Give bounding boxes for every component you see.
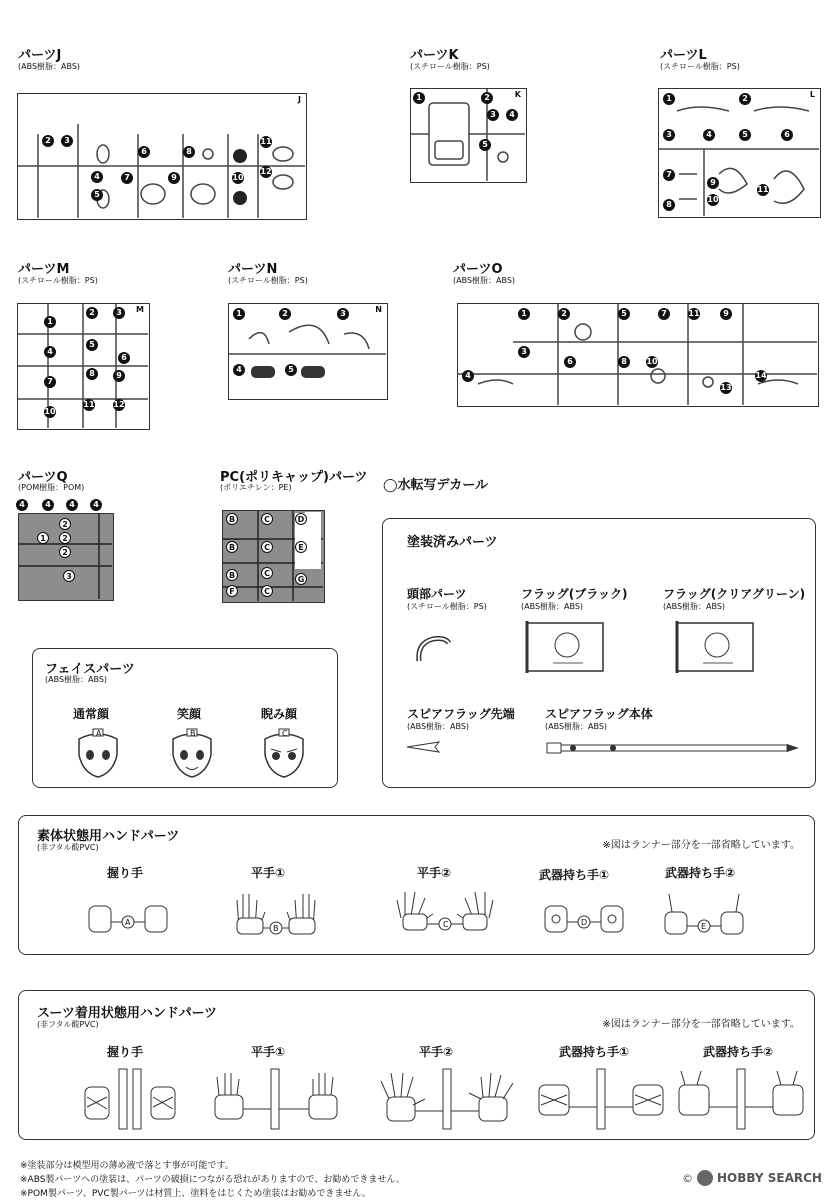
pc-letter: C bbox=[261, 513, 273, 525]
part-number: 11 bbox=[260, 137, 272, 146]
hands-body-note: ※図はランナー部分を一部省略しています。 bbox=[602, 840, 800, 851]
part-number: 6 bbox=[564, 356, 576, 368]
decal-label: ◯水転写デカール bbox=[383, 478, 489, 493]
part-number: 10 bbox=[646, 357, 658, 366]
hands-body-box bbox=[18, 815, 815, 955]
part-number: 2 bbox=[739, 93, 751, 105]
runner-j bbox=[17, 93, 307, 220]
part-number: 2 bbox=[86, 307, 98, 319]
part-number: 4 bbox=[462, 370, 474, 382]
part-number: 14 bbox=[755, 371, 767, 380]
part-number: 4 bbox=[90, 499, 102, 511]
part-number: 5 bbox=[86, 339, 98, 351]
face-material: (ABS樹脂：ABS) bbox=[45, 675, 108, 684]
runner-l-material: (スチロール樹脂：PS) bbox=[660, 62, 740, 71]
runner-q bbox=[18, 513, 114, 601]
painted-parts-box bbox=[382, 518, 816, 788]
runner-l-title: パーツL bbox=[660, 48, 707, 63]
part-number: 7 bbox=[44, 376, 56, 388]
part-number: 5 bbox=[91, 189, 103, 201]
pc-letter: C bbox=[261, 585, 273, 597]
part-number: 5 bbox=[285, 364, 297, 376]
flag-green-icon bbox=[673, 619, 757, 675]
runner-q-title: パーツQ bbox=[18, 470, 68, 485]
runner-pc-material: (ポリエチレン：PE) bbox=[220, 483, 292, 492]
part-number: 2 bbox=[42, 135, 54, 147]
face-parts-box bbox=[32, 648, 338, 788]
spear-body-icon bbox=[543, 741, 803, 755]
part-number: 3 bbox=[61, 135, 73, 147]
part-number: 8 bbox=[618, 356, 630, 368]
part-number: 4 bbox=[91, 171, 103, 183]
part-number: 5 bbox=[479, 139, 491, 151]
part-number: 2 bbox=[558, 308, 570, 320]
runner-k-material: (スチロール樹脂：PS) bbox=[410, 62, 490, 71]
part-number: 4 bbox=[233, 364, 245, 376]
hobby-search-logo-icon bbox=[697, 1170, 713, 1186]
runner-pc-title: PC(ポリキャップ)パーツ bbox=[220, 470, 368, 485]
runner-n-tag: N bbox=[375, 305, 382, 314]
runner-m-sprues bbox=[18, 304, 148, 428]
head-part-icon bbox=[413, 631, 453, 667]
runner-l bbox=[658, 88, 821, 218]
runner-l-sprues bbox=[659, 89, 819, 216]
part-number: 9 bbox=[720, 308, 732, 320]
part-number: 3 bbox=[337, 308, 349, 320]
part-number: 3 bbox=[518, 346, 530, 358]
part-number: 1 bbox=[413, 92, 425, 104]
part-number: 3 bbox=[487, 109, 499, 121]
runner-j-title: パーツJ bbox=[18, 48, 62, 63]
suit-weapon-1-icon bbox=[531, 1065, 671, 1135]
part-number: 1 bbox=[44, 316, 56, 328]
part-number: 1 bbox=[663, 93, 675, 105]
face-letter: B bbox=[190, 729, 196, 738]
part-number: 12 bbox=[260, 167, 272, 176]
open-hands-2-icon bbox=[395, 888, 495, 940]
pc-letter: D bbox=[295, 513, 307, 525]
runner-k bbox=[410, 88, 527, 183]
painted-item-material: (ABS樹脂：ABS) bbox=[663, 602, 726, 611]
pc-letter: F bbox=[226, 585, 238, 597]
part-number: 3 bbox=[663, 129, 675, 141]
part-number: 2 bbox=[481, 92, 493, 104]
part-number: 11 bbox=[83, 400, 95, 409]
runner-pc bbox=[222, 510, 325, 603]
runner-pc-sprues bbox=[223, 511, 323, 601]
footnote: ※POM製パーツ、PVC製パーツは材質上、塗料をはじくため塗装はお勧めできません。 bbox=[20, 1189, 371, 1199]
painted-item-name: スピアフラッグ本体 bbox=[545, 707, 653, 721]
hands-suit-note: ※図はランナー部分を一部省略しています。 bbox=[602, 1019, 800, 1030]
hand-item-name: 武器持ち手② bbox=[703, 1045, 774, 1059]
part-number: 5 bbox=[739, 129, 751, 141]
hand-letter: D bbox=[581, 918, 588, 927]
pc-letter: B bbox=[226, 569, 238, 581]
runner-j-tag: J bbox=[298, 95, 301, 104]
part-number: 4 bbox=[44, 346, 56, 358]
painted-item-name: フラッグ(ブラック) bbox=[521, 587, 628, 601]
hand-item-name: 武器持ち手② bbox=[665, 866, 736, 880]
hands-body-title: 素体状態用ハンドパーツ bbox=[37, 829, 180, 844]
runner-q-material: (POM樹脂：POM) bbox=[18, 483, 85, 492]
part-number: 8 bbox=[86, 368, 98, 380]
part-number: 6 bbox=[118, 352, 130, 364]
part-number: 4 bbox=[66, 499, 78, 511]
painted-item-material: (ABS樹脂：ABS) bbox=[521, 602, 584, 611]
runner-k-title: パーツK bbox=[410, 48, 459, 63]
part-number: 6 bbox=[138, 146, 150, 158]
part-number: 4 bbox=[16, 499, 28, 511]
hand-item-name: 握り手 bbox=[107, 866, 144, 880]
part-number: 7 bbox=[121, 172, 133, 184]
runner-n-title: パーツN bbox=[228, 262, 278, 277]
suit-fist-icon bbox=[81, 1065, 181, 1135]
footnote: ※ABS製パーツへの塗装は、パーツの破損につながる恐れがありますので、お勧めできません。 bbox=[20, 1175, 405, 1185]
runner-j-material: (ABS樹脂：ABS) bbox=[18, 62, 81, 71]
hand-item-name: 武器持ち手① bbox=[539, 868, 610, 882]
part-number: 6 bbox=[781, 129, 793, 141]
part-number: 7 bbox=[658, 308, 670, 320]
runner-n-material: (スチロール樹脂：PS) bbox=[228, 276, 308, 285]
hand-item-name: 武器持ち手① bbox=[559, 1045, 630, 1059]
painted-item-material: (スチロール樹脂：PS) bbox=[407, 602, 487, 611]
hand-letter: B bbox=[273, 924, 279, 933]
runner-m-material: (スチロール樹脂：PS) bbox=[18, 276, 98, 285]
painted-item-material: (ABS樹脂：ABS) bbox=[407, 722, 470, 731]
face-item-name: 睨み顔 bbox=[261, 707, 298, 721]
hands-suit-title: スーツ着用状態用ハンドパーツ bbox=[37, 1006, 218, 1021]
weapon-hands-2-icon bbox=[659, 888, 749, 940]
suit-weapon-2-icon bbox=[671, 1065, 811, 1135]
hand-item-name: 握り手 bbox=[107, 1045, 144, 1059]
runner-n-sprues bbox=[229, 304, 386, 398]
pc-letter: G bbox=[295, 573, 307, 585]
pc-letter: C bbox=[261, 541, 273, 553]
hands-suit-material: (非フタル酸PVC) bbox=[37, 1020, 99, 1029]
painted-item-material: (ABS樹脂：ABS) bbox=[545, 722, 608, 731]
runner-m-tag: M bbox=[136, 305, 144, 314]
hand-item-name: 平手② bbox=[419, 1045, 454, 1059]
part-number: 8 bbox=[663, 199, 675, 211]
face-title: フェイスパーツ bbox=[45, 662, 135, 677]
part-number: 4 bbox=[42, 499, 54, 511]
runner-k-tag: K bbox=[514, 90, 521, 99]
pc-letter: E bbox=[295, 541, 307, 553]
face-item-name: 笑顔 bbox=[177, 707, 202, 721]
part-number: 10 bbox=[44, 407, 56, 416]
part-number: 10 bbox=[707, 195, 719, 204]
part-number: 9 bbox=[113, 370, 125, 382]
part-number: 4 bbox=[703, 129, 715, 141]
watermark bbox=[682, 1170, 822, 1186]
runner-m-title: パーツM bbox=[18, 262, 70, 277]
part-number: 10 bbox=[232, 173, 244, 182]
face-letter: C bbox=[282, 729, 288, 738]
runner-o-sprues bbox=[458, 304, 817, 405]
part-number: 2 bbox=[59, 518, 71, 530]
suit-open-2-icon bbox=[377, 1065, 517, 1135]
hand-item-name: 平手① bbox=[251, 1045, 286, 1059]
hand-letter: A bbox=[125, 918, 131, 927]
part-number: 11 bbox=[688, 309, 700, 318]
footnote: ※塗装部分は模型用の薄め液で落とす事が可能です。 bbox=[20, 1161, 234, 1171]
runner-j-sprues bbox=[18, 94, 305, 218]
part-number: 9 bbox=[707, 177, 719, 189]
runner-q-top-strip bbox=[16, 498, 114, 512]
part-number: 1 bbox=[37, 532, 49, 544]
painted-item-name: フラッグ(クリアグリーン) bbox=[663, 587, 806, 601]
painted-item-name: スピアフラッグ先端 bbox=[407, 707, 515, 721]
runner-o-material: (ABS樹脂：ABS) bbox=[453, 276, 516, 285]
part-number: 2 bbox=[279, 308, 291, 320]
painted-title: 塗装済みパーツ bbox=[407, 535, 498, 550]
runner-k-sprues bbox=[411, 89, 525, 181]
part-number: 12 bbox=[113, 400, 125, 409]
face-letter: A bbox=[96, 729, 102, 738]
part-number: 8 bbox=[183, 146, 195, 158]
part-number: 9 bbox=[168, 172, 180, 184]
hands-body-material: (非フタル酸PVC) bbox=[37, 843, 99, 852]
watermark-text: HOBBY SEARCH bbox=[717, 1171, 822, 1185]
runner-n bbox=[228, 303, 388, 400]
hand-item-name: 平手② bbox=[417, 866, 452, 880]
hand-letter: C bbox=[443, 920, 449, 929]
part-number: 11 bbox=[757, 185, 769, 194]
part-number: 3 bbox=[113, 307, 125, 319]
painted-item-name: 頭部パーツ bbox=[407, 587, 467, 601]
part-number: 2 bbox=[59, 546, 71, 558]
part-number: 13 bbox=[720, 383, 732, 392]
part-number: 5 bbox=[618, 308, 630, 320]
part-number: 4 bbox=[506, 109, 518, 121]
runner-o bbox=[457, 303, 819, 407]
copyright-symbol: © bbox=[682, 1171, 693, 1185]
part-number: 1 bbox=[233, 308, 245, 320]
part-number: 3 bbox=[63, 570, 75, 582]
part-number: 7 bbox=[663, 169, 675, 181]
hand-letter: E bbox=[701, 922, 707, 931]
pc-letter: C bbox=[261, 567, 273, 579]
part-number: 1 bbox=[518, 308, 530, 320]
face-item-name: 通常顔 bbox=[73, 707, 110, 721]
runner-o-title: パーツO bbox=[453, 262, 503, 277]
part-number: 2 bbox=[59, 532, 71, 544]
flag-black-icon bbox=[523, 619, 607, 675]
runner-l-tag: L bbox=[809, 90, 815, 99]
hand-item-name: 平手① bbox=[251, 866, 286, 880]
suit-open-1-icon bbox=[211, 1065, 341, 1135]
pc-letter: B bbox=[226, 513, 238, 525]
runner-m bbox=[17, 303, 150, 430]
pc-letter: B bbox=[226, 541, 238, 553]
spear-tip-icon bbox=[405, 741, 441, 753]
hands-suit-box bbox=[18, 990, 815, 1140]
